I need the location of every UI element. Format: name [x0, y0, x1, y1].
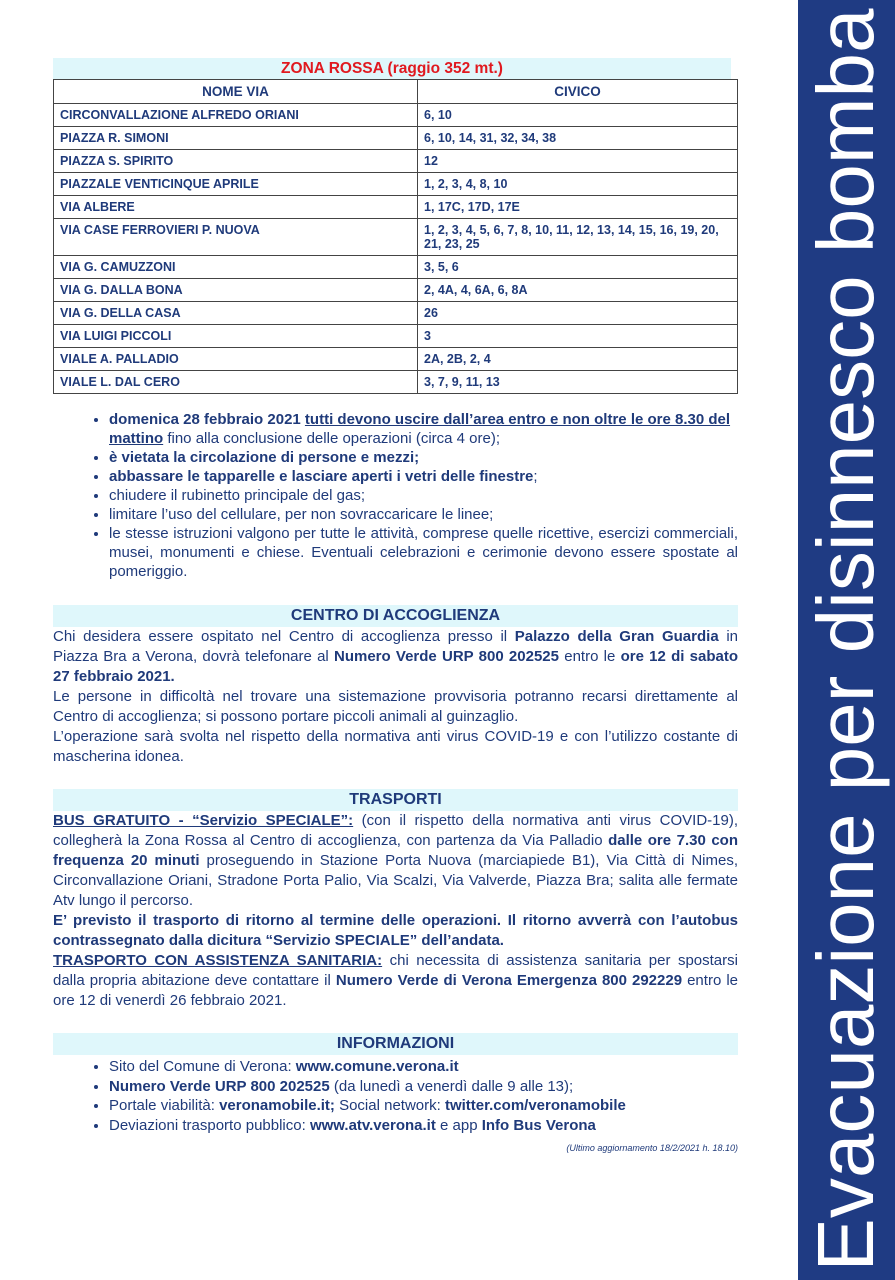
col-civic-header: CIVICO: [418, 80, 738, 104]
street-table: [53, 79, 738, 394]
rule-text: abbassare le tapparelle e lasciare aperti i vetri delle finestre: [109, 468, 534, 485]
street-name-cell: VIALE A. PALLADIO: [54, 348, 418, 371]
rule-item: • chiudere il rubinetto principale del gas;: [109, 486, 738, 505]
table-row: [54, 219, 738, 256]
street-name-cell: CIRCONVALLAZIONE ALFREDO ORIANI: [54, 104, 418, 127]
last-update-note: (Ultimo aggiornamento 18/2/2021 h. 18.10): [566, 1143, 738, 1153]
info-item: [109, 1096, 738, 1116]
civic-numbers-cell: 1, 2, 3, 4, 5, 6, 7, 8, 10, 11, 12, 13, 14, 15, 16, 19, 20, 21, 23, 25: [418, 219, 738, 256]
civic-numbers-cell: 3, 5, 6: [418, 256, 738, 279]
rule-item: • limitare l’uso del cellulare, per non sovraccaricare le linee;: [109, 505, 738, 524]
rule-text: fino alla conclusione delle operazioni (circa 4 ore);: [163, 430, 501, 447]
text-span: Social network:: [334, 1097, 445, 1114]
deadline-text: ore 12 di sabato 27 febbraio 2021.: [53, 648, 738, 685]
info-item: [109, 1116, 738, 1136]
text-span: Sito del Comune di Verona:: [109, 1058, 296, 1075]
street-name-cell: PIAZZA S. SPIRITO: [54, 150, 418, 173]
trasporti-heading: TRASPORTI: [53, 789, 738, 811]
rule-item: [109, 410, 738, 448]
rule-text: ;: [533, 468, 538, 485]
zone-title: ZONA ROSSA (raggio 352 mt.): [53, 58, 731, 79]
table-row: [54, 302, 738, 325]
text-span: Deviazioni trasporto pubblico:: [109, 1116, 310, 1134]
civic-numbers-cell: 3, 7, 9, 11, 13: [418, 371, 738, 394]
table-row: [54, 279, 738, 302]
street-name-cell: VIA G. DELLA CASA: [54, 302, 418, 325]
phone-number: Numero Verde di Verona Emergenza 800 292229: [335, 972, 683, 989]
sidebar-title: Evacuazione per disinnesco bomba: [801, 8, 890, 1272]
sidebar-banner: [798, 0, 895, 1280]
street-name-cell: VIALE L. DAL CERO: [54, 371, 418, 394]
civic-numbers-cell: 1, 17C, 17D, 17E: [418, 196, 738, 219]
street-name-cell: VIA ALBERE: [54, 196, 418, 219]
civic-numbers-cell: 6, 10: [418, 104, 738, 127]
table-header-row: [54, 80, 738, 104]
col-street-header: NOME VIA: [54, 80, 418, 104]
text-span: in Piazza Bra a Verona, dovrà telefonare al: [53, 628, 739, 665]
info-item: [109, 1077, 738, 1097]
table-row: [54, 127, 738, 150]
rule-item: • è vietata la circolazione di persone e mezzi;: [109, 448, 738, 467]
street-name-cell: PIAZZALE VENTICINQUE APRILE: [54, 173, 418, 196]
table-row: [54, 348, 738, 371]
text-span: entro le ore 12 di venerdì 26 febbraio 2021.: [53, 972, 738, 1009]
text-span: (con il rispetto della normativa anti virus COVID-19), collegherà la Zona Rossa al Centro di accoglienza, con partenza da Via Palladio: [53, 812, 738, 849]
app-name: Info Bus Verona: [481, 1116, 596, 1134]
bus-label: BUS GRATUITO - “Servizio SPECIALE”:: [53, 812, 354, 829]
info-item: [109, 1057, 738, 1077]
civic-numbers-cell: 3: [418, 325, 738, 348]
text-span: e app: [435, 1116, 482, 1134]
street-name-cell: VIA G. DALLA BONA: [54, 279, 418, 302]
rules-list: [53, 410, 738, 581]
civic-numbers-cell: 2, 4A, 4, 6A, 6, 8A: [418, 279, 738, 302]
venue-name: Palazzo della Gran Guardia: [514, 628, 719, 645]
bus-paragraph: [53, 811, 738, 911]
informazioni-heading: INFORMAZIONI: [53, 1033, 738, 1055]
rule-item: [109, 467, 738, 486]
rule-item: • le stesse istruzioni valgono per tutte le attività, comprese quelle ricettive, esercizi commerciali, musei, monumenti e chiese. Eventuali celebrazioni e cerimonie devono essere spostate al pomeriggio.: [109, 524, 738, 581]
table-row: [54, 173, 738, 196]
street-table-body: [54, 104, 738, 394]
text-span: chi necessita di assistenza sanitaria per spostarsi dalla propria abitazione deve contattare il: [53, 952, 738, 989]
text-span: proseguendo in Stazione Porta Nuova (marciapiede B1), Via Città di Nimes, Circonvallazione Oriani, Stradone Porta Palio, Via Scalzi, Via Valverde, Piazza Bra; salita alle fermate Atv lungo il percorso.: [53, 852, 738, 909]
sanitary-paragraph: [53, 951, 738, 1011]
table-row: [54, 104, 738, 127]
street-name-cell: VIA G. CAMUZZONI: [54, 256, 418, 279]
table-row: [54, 196, 738, 219]
rule-deadline: tutti devono uscire dall’area entro e non oltre le ore 8.30 del mattino: [109, 411, 731, 447]
civic-numbers-cell: 6, 10, 14, 31, 32, 34, 38: [418, 127, 738, 150]
social-link[interactable]: twitter.com/veronamobile: [444, 1097, 626, 1114]
website-link[interactable]: www.comune.verona.it: [295, 1058, 459, 1075]
website-link[interactable]: veronamobile.it;: [219, 1097, 335, 1114]
text-span: Chi desidera essere ospitato nel Centro di accoglienza presso il: [53, 628, 515, 645]
street-name-cell: VIA LUIGI PICCOLI: [54, 325, 418, 348]
return-paragraph: E’ previsto il trasporto di ritorno al termine delle operazioni. Il ritorno avverrà con l’autobus contrassegnato dalla dicitura “Servizio SPECIALE” dell’andata.: [53, 912, 738, 949]
table-row: [54, 325, 738, 348]
accoglienza-paragraph: [53, 627, 738, 687]
accoglienza-heading: CENTRO DI ACCOGLIENZA: [53, 605, 738, 627]
accoglienza-paragraph: L’operazione sarà svolta nel rispetto della normativa anti virus COVID-19 e con l’utilizzo costante di mascherina idonea.: [53, 728, 738, 765]
text-span: (da lunedì a venerdì dalle 9 alle 13);: [329, 1077, 574, 1095]
info-list: [53, 1057, 738, 1135]
civic-numbers-cell: 26: [418, 302, 738, 325]
table-row: [54, 371, 738, 394]
phone-number: Numero Verde URP 800 202525: [109, 1077, 330, 1095]
text-span: Portale viabilità:: [109, 1097, 220, 1114]
sanitary-label: TRASPORTO CON ASSISTENZA SANITARIA:: [53, 952, 383, 969]
civic-numbers-cell: 1, 2, 3, 4, 8, 10: [418, 173, 738, 196]
civic-numbers-cell: 12: [418, 150, 738, 173]
accoglienza-paragraph: Le persone in difficoltà nel trovare una sistemazione provvisoria potranno recarsi direttamente al Centro di accoglienza; si possono portare piccoli animali al guinzaglio.: [53, 688, 738, 725]
frequency-text: dalle ore 7.30 con frequenza 20 minuti: [53, 832, 738, 869]
document-body: [53, 58, 738, 1153]
street-name-cell: VIA CASE FERROVIERI P. NUOVA: [54, 219, 418, 256]
table-row: [54, 256, 738, 279]
civic-numbers-cell: 2A, 2B, 2, 4: [418, 348, 738, 371]
text-span: entro le: [558, 648, 621, 665]
rule-date: domenica 28 febbraio 2021: [109, 411, 301, 428]
street-name-cell: PIAZZA R. SIMONI: [54, 127, 418, 150]
table-row: [54, 150, 738, 173]
website-link[interactable]: www.atv.verona.it: [309, 1116, 436, 1134]
phone-number: Numero Verde URP 800 202525: [334, 648, 559, 665]
